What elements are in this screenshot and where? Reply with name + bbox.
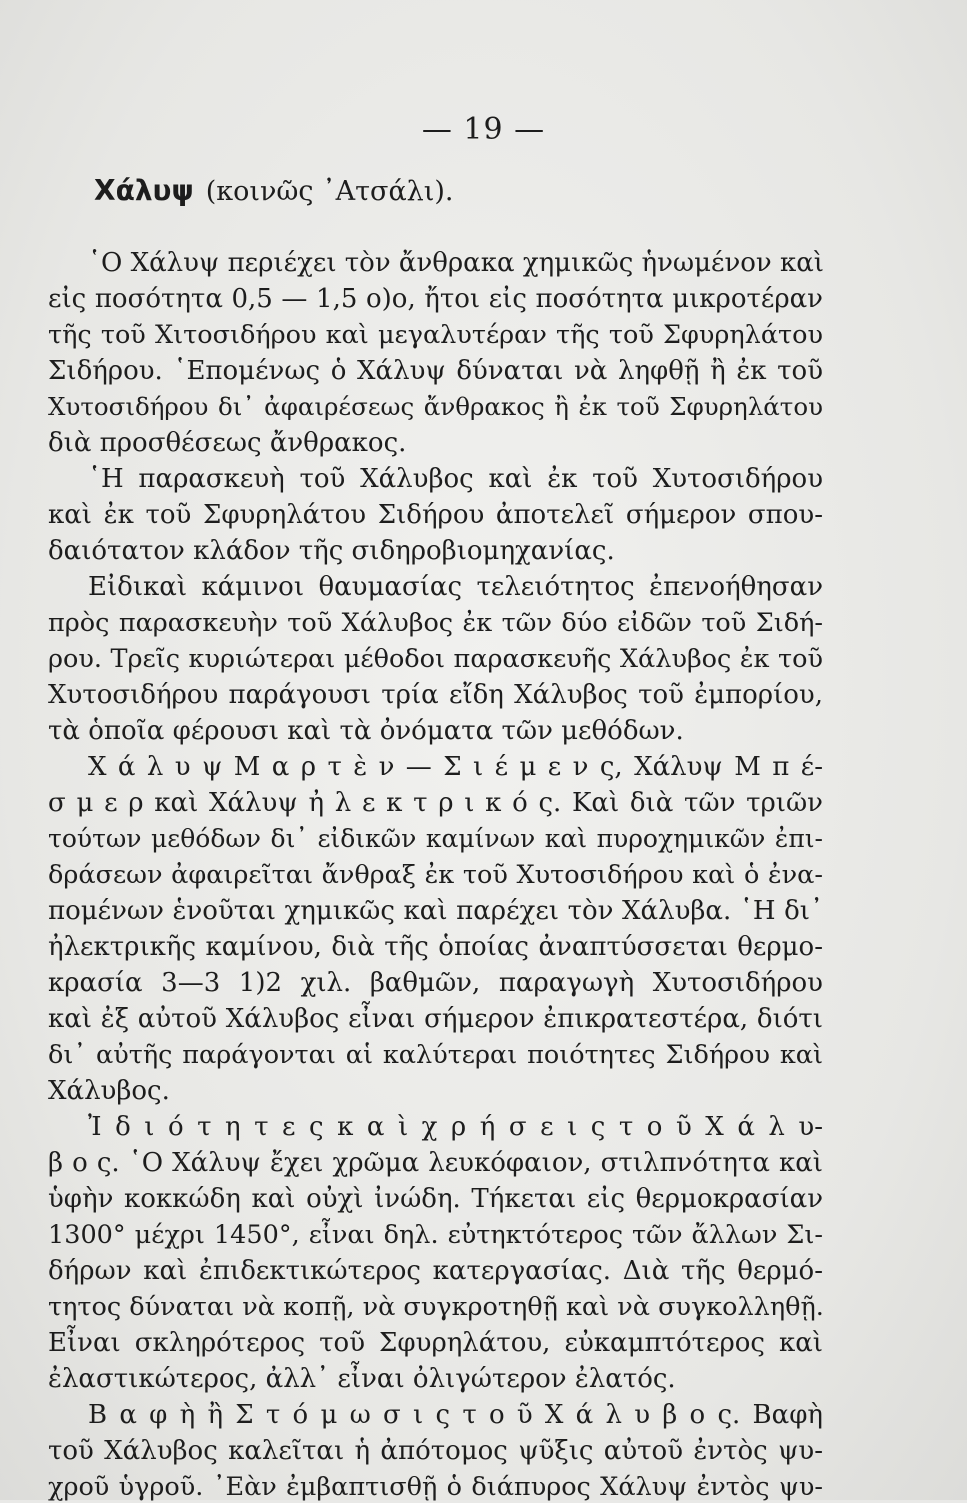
text-line: Χάλυβος. bbox=[48, 1076, 170, 1106]
text-line: τὰ ὁποῖα φέρουσι καὶ τὰ ὀνόματα τῶν μεθόδων. bbox=[48, 716, 684, 746]
text-line: δαιότατον κλάδον τῆς σιδηροβιομηχανίας. bbox=[48, 536, 615, 566]
text-line: τούτων μεθόδων δι᾿ εἰδικῶν καμίνων καὶ πυροχημικῶν ἐπι- bbox=[48, 824, 823, 853]
text-line: ῾Η παρασκευὴ τοῦ Χάλυβος καὶ ἐκ τοῦ Χυτοσιδήρου bbox=[88, 464, 823, 494]
heading-subtitle: (κοινῶς ᾿Ατσάλι). bbox=[205, 176, 454, 207]
text-line: Χυτοσιδήρου δι᾿ ἀφαιρέσεως ἄνθρακος ἢ ἐκ τοῦ Σφυρηλάτου bbox=[48, 392, 823, 421]
text-line: πρὸς παρασκευὴν τοῦ Χάλυβος ἐκ τῶν δύο εἰδῶν τοῦ Σιδή- bbox=[48, 608, 823, 638]
text-line: Εἶναι σκληρότερος τοῦ Σφυρηλάτου, εὐκαμπτότερος καὶ bbox=[48, 1328, 823, 1358]
text-line: ῾Ο Χάλυψ περιέχει τὸν ἄνθρακα χημικῶς ἡνωμένον καὶ bbox=[88, 248, 824, 278]
text-line: τῆς τοῦ Χιτοσιδήρου καὶ μεγαλυτέραν τῆς τοῦ Σφυρηλάτου bbox=[48, 320, 823, 350]
text-line: Χ ά λ υ ψ Μ α ρ τ ὲ ν — Σ ι έ μ ε ν ς, Χάλυψ Μ π έ- bbox=[88, 752, 823, 782]
text-line: β ο ς. ῾Ο Χάλυψ ἔχει χρῶμα λευκόφαιον, στιλπνότητα καὶ bbox=[48, 1148, 823, 1178]
text-line: τοῦ Χάλυβος καλεῖται ἡ ἀπότομος ψῦξις αὐτοῦ ἐντὸς ψυ- bbox=[48, 1436, 823, 1466]
text-line: δράσεων ἀφαιρεῖται ἄνθραξ ἐκ τοῦ Χυτοσιδήρου καὶ ὁ ἐνα- bbox=[48, 860, 823, 890]
text-line: Εἰδικαὶ κάμινοι θαυμασίας τελειότητος ἐπενοήθησαν bbox=[88, 572, 823, 602]
text-line: σ μ ε ρ καὶ Χάλυψ ἠ λ ε κ τ ρ ι κ ό ς. Καὶ διὰ τῶν τριῶν bbox=[48, 788, 823, 818]
text-line: ὑφὴν κοκκώδη καὶ οὐχὶ ἰνώδη. Τήκεται εἰς θερμοκρασίαν bbox=[48, 1184, 823, 1214]
text-line: καὶ ἐξ αὐτοῦ Χάλυβος εἶναι σήμερον ἐπικρατεστέρα, διότι bbox=[48, 1004, 823, 1034]
text-line: Σιδήρου. ῾Επομένως ὁ Χάλυψ δύναται νὰ ληφθῇ ἢ ἐκ τοῦ bbox=[48, 356, 823, 386]
text-line: τητος δύναται νὰ κοπῇ, νὰ συγκροτηθῇ καὶ νὰ συγκολληθῇ. bbox=[48, 1292, 824, 1322]
text-line: χροῦ ὑγροῦ. ᾿Εὰν ἐμβαπτισθῇ ὁ διάπυρος Χάλυψ ἐντὸς ψυ- bbox=[48, 1472, 823, 1502]
text-line: πομένων ἑνοῦται χημικῶς καὶ παρέχει τὸν Χάλυβα. ῾Η δι᾿ bbox=[48, 896, 823, 926]
text-line: κρασία 3—3 1)2 χιλ. βαθμῶν, παραγωγὴ Χυτοσιδήρου bbox=[48, 968, 823, 998]
text-line: διὰ προσθέσεως ἄνθρακος. bbox=[48, 428, 407, 458]
page-number: — 19 — bbox=[421, 112, 546, 147]
text-line: 1300° μέχρι 1450°, εἶναι δηλ. εὐτηκτότερος τῶν ἄλλων Σι- bbox=[48, 1220, 823, 1250]
text-line: Ἰ δ ι ό τ η τ ε ς κ α ὶ χ ρ ή σ ε ι ς τ ο ῦ Χ ά λ υ- bbox=[88, 1112, 823, 1142]
text-line: δήρων καὶ ἐπιδεκτικώτερος κατεργασίας. Διὰ τῆς θερμό- bbox=[48, 1256, 823, 1286]
text-line: Χυτοσιδήρου παράγουσι τρία εἴδη Χάλυβος τοῦ ἐμπορίου, bbox=[48, 680, 823, 710]
heading-title: Χάλυψ bbox=[94, 174, 194, 207]
text-line: Β α φ ὴ ἢ Σ τ ό μ ω σ ι ς τ ο ῦ Χ ά λ υ β ο ς. Βαφὴ bbox=[88, 1400, 823, 1430]
text-line: εἰς ποσότητα 0,5 — 1,5 ο)ο, ἤτοι εἰς ποσότητα μικροτέραν bbox=[48, 284, 823, 314]
text-line: ἠλεκτρικῆς καμίνου, διὰ τῆς ὁποίας ἀναπτύσσεται θερμο- bbox=[48, 932, 823, 962]
text-line: δι᾿ αὐτῆς παράγονται αἱ καλύτεραι ποιότητες Σιδήρου καὶ bbox=[48, 1040, 823, 1070]
section-heading bbox=[94, 173, 454, 207]
text-line: καὶ ἐκ τοῦ Σφυρηλάτου Σιδήρου ἀποτελεῖ σήμερον σπου- bbox=[48, 500, 823, 530]
text-line: ρου. Τρεῖς κυριώτεραι μέθοδοι παρασκευῆς Χάλυβος ἐκ τοῦ bbox=[48, 644, 823, 674]
text-line: ἐλαστικώτερος, ἀλλ᾿ εἶναι ὀλιγώτερον ἐλατός. bbox=[48, 1364, 676, 1394]
